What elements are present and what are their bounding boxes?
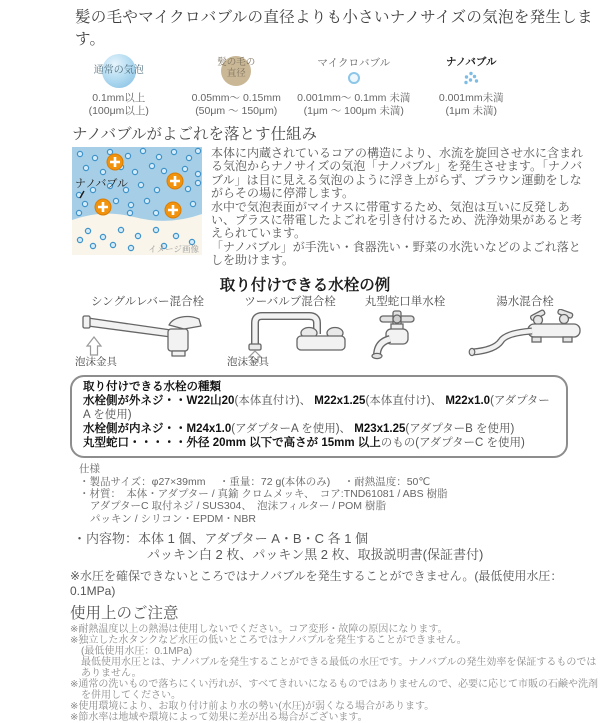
faucet-item-two-valve [225, 296, 355, 372]
diagram-caption: イメージ画像 [148, 244, 199, 255]
pressure-note: ※水圧を確保できないところではナノバブルを発生することができません。(最低使用水圧：0.1MPa) [70, 568, 563, 598]
bubble-label: 通常の気泡 [93, 65, 144, 76]
hot-cold-mixer-icon [458, 309, 593, 366]
package-contents [73, 531, 595, 563]
bubble-size-mm: 0.001mm未満 [438, 92, 504, 104]
faucet-label: 丸型蛇口単水栓 [364, 295, 446, 308]
mechanism-paragraph: 本体に内蔵されているコアの構造により、水流を旋回させ水に含まれる気泡からナノサイズの気泡「ナノバブル」を発生させます。「ナノバブル」は目に見える気泡のように浮き上がらず、ブラウン運動をしながらその場に停滞します。 [211, 146, 584, 201]
bubble-size-mm: 0.001mm〜 0.1mm 未満 [297, 92, 411, 104]
diagram-label: ナノバブル [75, 178, 128, 191]
spec-heading: 仕様 [79, 463, 100, 476]
bubble-size-um: (1μm 〜 100μm 未満) [303, 105, 404, 118]
faucet-label: シングルレバー混合栓 [90, 295, 205, 308]
page-title: 髪の毛やマイクロバブルの直径よりも小さいナノサイズの気泡を発生します。 [75, 9, 593, 48]
faucet-item-single-lever [70, 296, 225, 372]
faucet-label: ツーバルブ混合栓 [244, 295, 336, 308]
spec-line: ・材質： 本体・アダプター / 真鍮 クロムメッキ、 コア:TND61081 / ABS 樹脂 [79, 487, 448, 500]
contents-line: ・内容物：本体 1 個、アダプター A・B・C 各 1 個 [73, 530, 369, 546]
bubble-size-um: (100μm以上) [88, 105, 149, 118]
bubble-size-um: (1μm 未満) [445, 105, 498, 118]
caution-note: 最低使用水圧とは、ナノバブルを発生することができる最低の水圧です。ナノバブルの発生効率を保証するものではありません。 [81, 656, 597, 679]
nano-bubble-cluster-icon [462, 71, 480, 85]
bubble-label: マイクロバブル [317, 56, 391, 69]
caution-note: ※節水率は地域や環境によって効果に差が出る場合がございます。 [70, 711, 368, 723]
faucet-types-title: 取り付けできる水栓の種類 [83, 381, 221, 394]
micro-bubble-icon [348, 72, 360, 84]
up-arrow-icon [87, 337, 101, 355]
spec-line: ・製品サイズ：φ27×39mm ・重量：72 g(本体のみ) ・耐熱温度：50℃ [79, 475, 431, 488]
bubble-label: 髪の毛の直径 [217, 57, 256, 79]
faucet-type-row: 丸型蛇口・・・・・外径 20mm 以下で高さが 15mm 以上のもの(アダプターC を使用) [83, 436, 525, 449]
round-tap-icon [360, 309, 450, 366]
caution-note: (最低使用水圧：0.1MPa) [81, 645, 193, 657]
single-lever-faucet-icon [73, 309, 223, 366]
spec-section [79, 463, 595, 524]
caution-notes [70, 624, 598, 723]
bubble-size-mm: 0.1mm以上 [92, 92, 146, 104]
caution-note: ※独立した水タンクなど水圧の低いところではナノバブルを発生することができません。 [70, 634, 467, 646]
spec-line: アダプターC 取付ネジ / SUS304、 泡沫フィルター / POM 樹脂 [90, 500, 386, 513]
caution-note: ※耐熱温度以上の熱湯は使用しないでください。コア変形・故障の原因になります。 [70, 623, 448, 635]
caution-note: ※通常の洗いもので落ちにくい汚れが、すべてきれいになるものではありませんので、必要に応じて市販の石鹸や洗剤を併用してください。 [70, 678, 598, 701]
spec-line: パッキン / シリコン・EPDM・NBR [90, 512, 256, 525]
faucet-examples-heading: 取り付けできる水栓の例 [219, 276, 391, 294]
aerator-note: 泡沫金具 [227, 356, 269, 367]
two-valve-faucet-icon [225, 309, 355, 366]
bubble-item-normal [60, 52, 178, 118]
caution-note: ※使用環境により、お取り付け前より水の勢い(水圧)が弱くなる場合があります。 [70, 700, 435, 712]
bubble-item-micro [295, 52, 413, 118]
aerator-note: 泡沫金具 [74, 356, 117, 367]
mechanism-section [72, 147, 595, 268]
faucet-type-row: 水栓側が内ネジ・・M24x1.0(アダプターA を使用)、 M23x1.25(アダプターB を使用) [83, 422, 515, 435]
mechanism-text [211, 147, 589, 268]
bubble-size-comparison [60, 52, 530, 118]
bubble-size-um: (50μm 〜 150μm) [195, 105, 278, 118]
bubble-size-mm: 0.05mm〜 0.15mm [191, 92, 281, 104]
faucet-type-row: 水栓側が外ネジ・・W22山20(本体直付け)、 M22x1.25(本体直付け)、 M22x1.0(アダプターA を使用) [83, 395, 550, 421]
faucet-label: 湯水混合栓 [496, 295, 554, 308]
caution-heading: 使用上のご注意 [70, 604, 179, 622]
bubble-item-hair [178, 52, 296, 118]
mechanism-paragraph: 「ナノバブル」が手洗い・食器洗い・野菜の水洗いなどのよごれ落としを助けます。 [211, 239, 581, 268]
faucet-item-mixer [455, 296, 595, 372]
faucet-item-round-tap [355, 296, 455, 372]
mechanism-paragraph: 水中で気泡表面がマイナスに帯電するため、気泡は互いに反発しあい、プラスに帯電したよごれを引き付けるため、洗浄効果があると考えられています。 [211, 199, 583, 241]
bubble-item-nano [413, 52, 531, 118]
nanobubble-diagram [72, 147, 202, 255]
faucet-examples [70, 296, 595, 372]
contents-line: パッキン白 2 枚、パッキン黒 2 枚、取扱説明書(保証書付) [147, 546, 484, 562]
faucet-types-box [70, 375, 568, 458]
bubble-label: ナノバブル [445, 55, 497, 68]
mechanism-heading: ナノバブルがよごれを落とす仕組み [72, 126, 318, 144]
